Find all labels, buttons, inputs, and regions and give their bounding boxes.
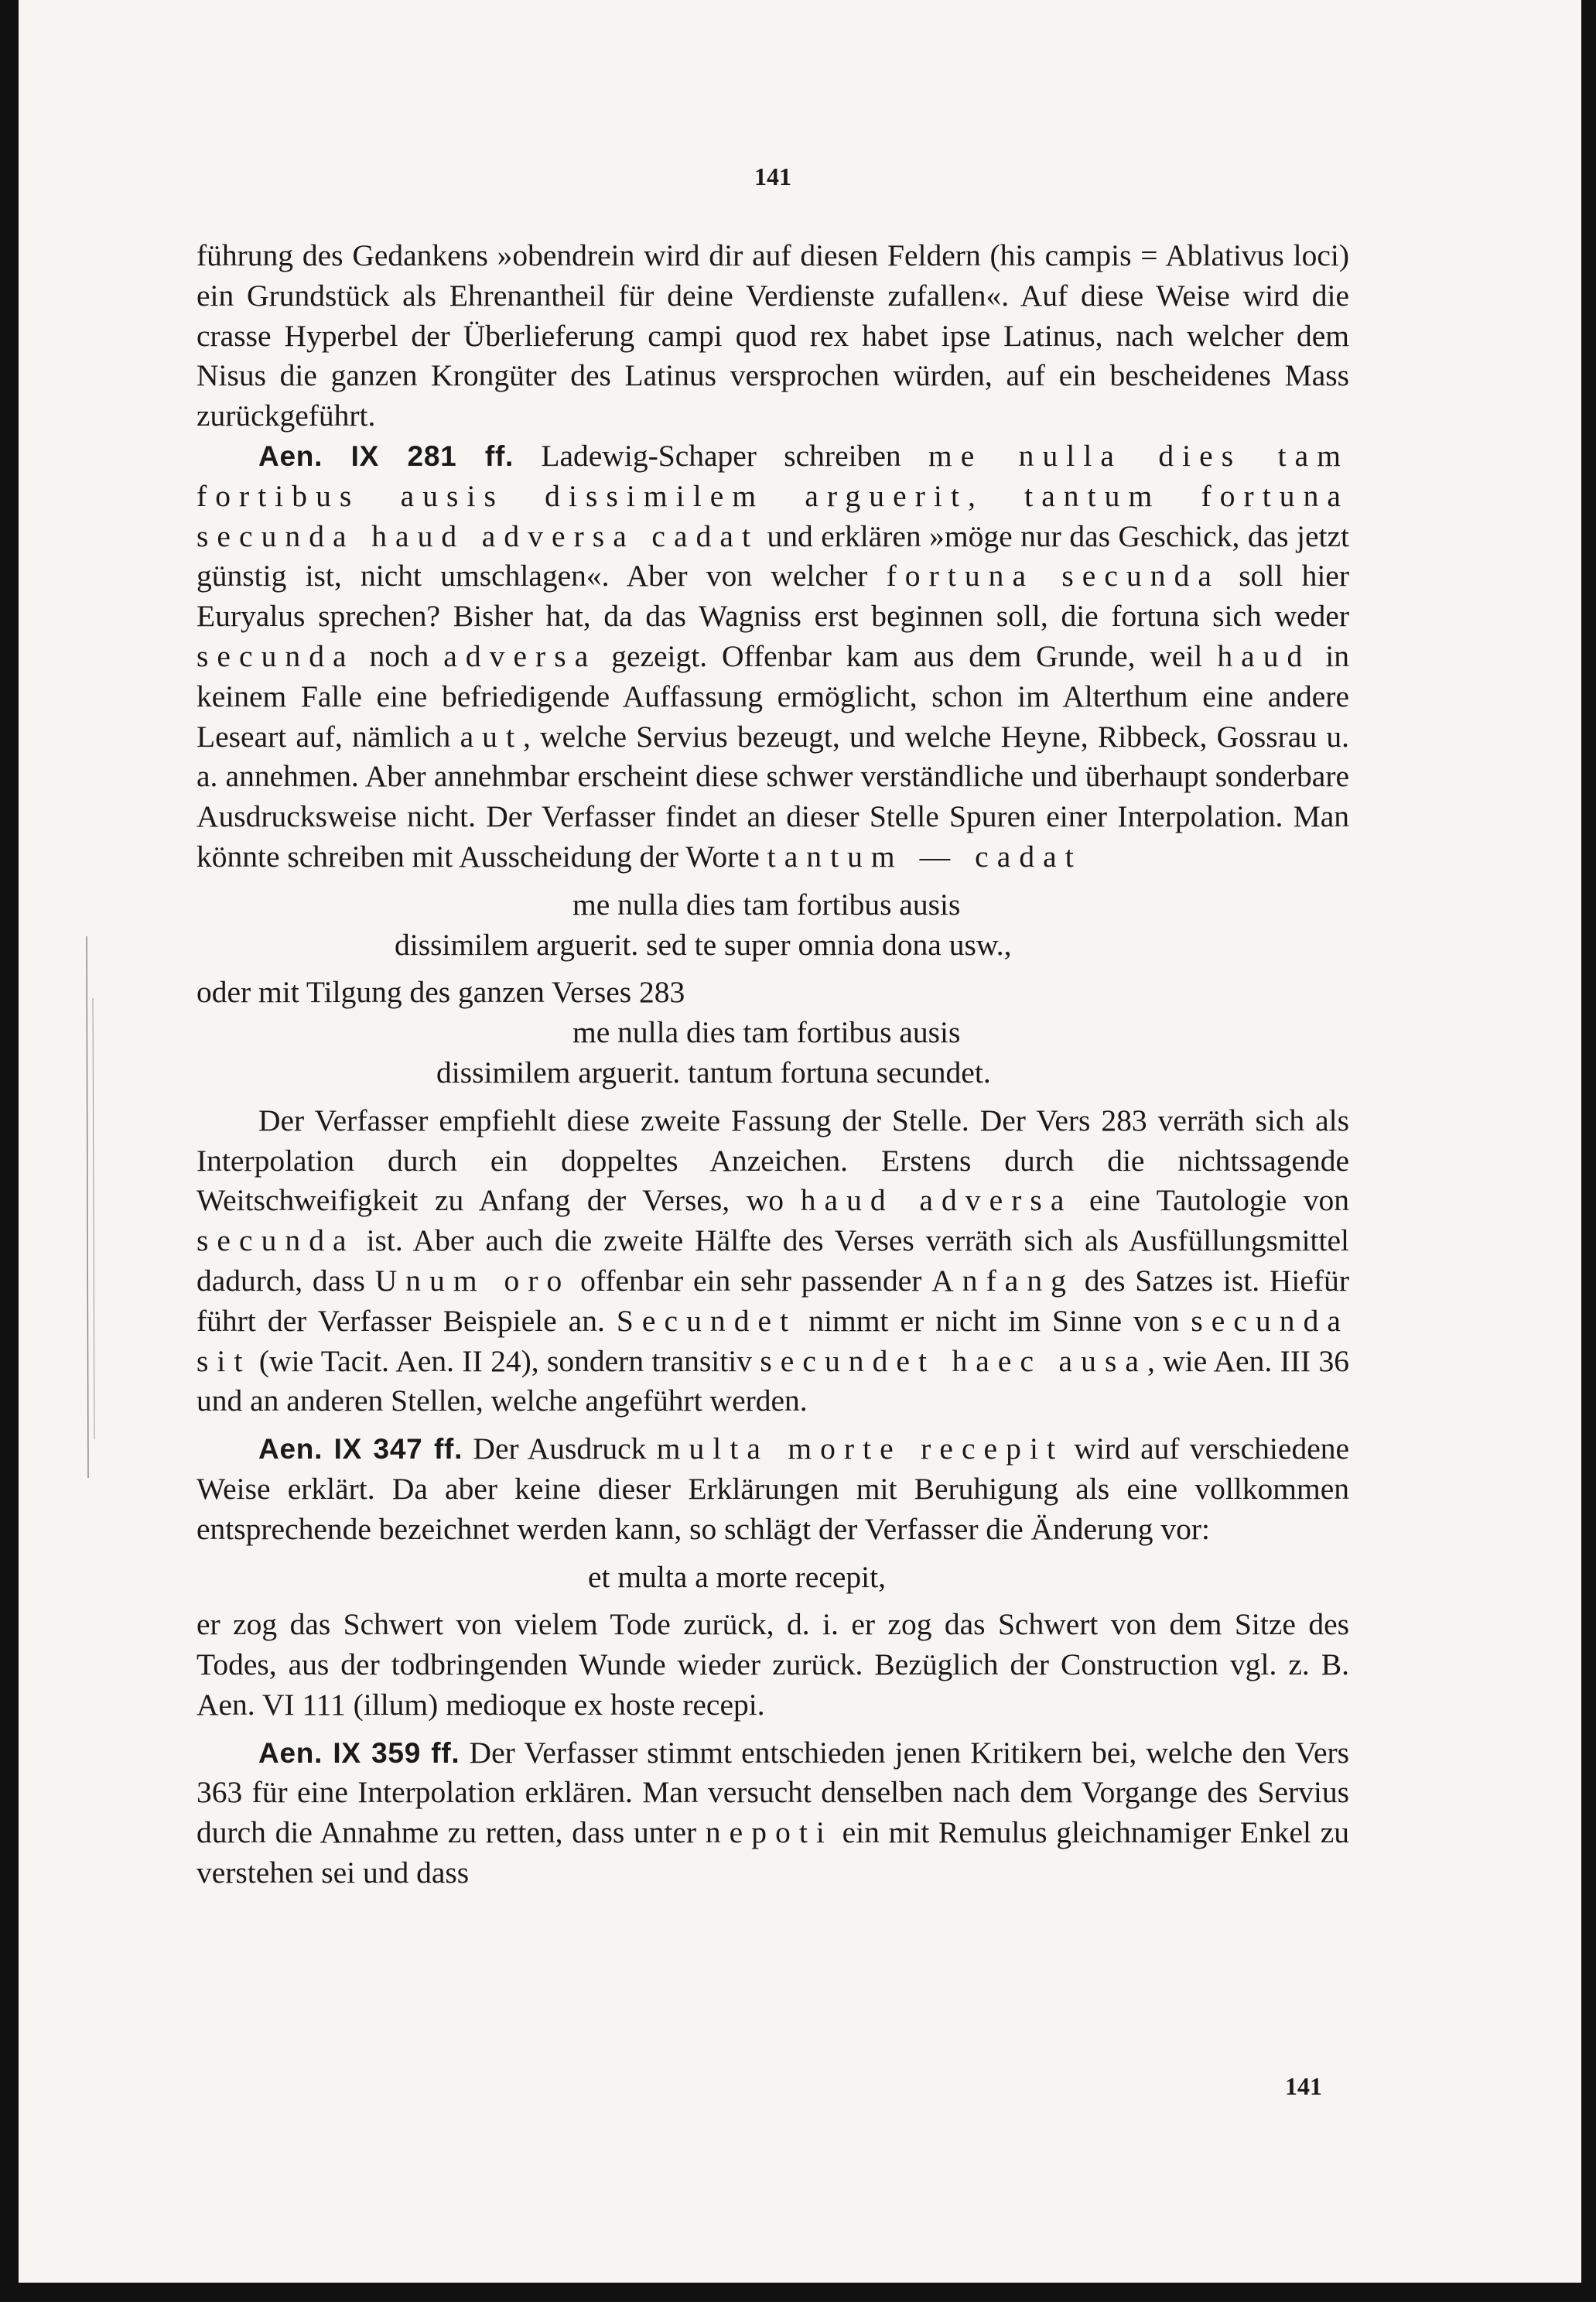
scanned-page [19, 0, 1581, 2283]
spaced-quote: me nulla dies tam fortibus ausis dissimilem arguerit, tantum fortuna secunda haud adversa cadat [197, 438, 1349, 553]
text-span: ein mit Remulus gleichnamiger Enkel zu verstehen sei und dass [197, 1815, 1349, 1890]
paragraph-schwert: er zog das Schwert von vielem Tode zurück, d. i. er zog das Schwert von dem Sitze des Todes, aus der todbringenden Wunde wieder zurück. Bezüglich der Construction vgl. z. B. Aen. VI 111 (illum) medioque ex hoste recepi. [197, 1607, 1349, 1722]
paragraph-aen-ix-359 [197, 1733, 1349, 1893]
text-span: offenbar ein sehr passender [570, 1263, 932, 1298]
spaced-quote: tantum — cadat [767, 839, 1082, 874]
verse-quote: me nulla dies tam fortibus ausis [572, 887, 961, 922]
verse-quote: dissimilem arguerit. sed te super omnia dona usw., [395, 927, 1012, 962]
text-span: noch [354, 638, 444, 673]
paragraph-1: führung des Gedankens »obendrein wird dir auf diesen Feldern (his campis = Ablativus loci) ein Grundstück als Ehrenantheil für deine Verdienste zufallen«. Auf diese Weise wird die crasse Hyperbel der Überlieferung campi quod rex habet ipse Latinus, nach welcher dem Nisus die ganzen Krongüter des Latinus versprochen würden, auf ein bescheidenes Mass zurückgeführt. [197, 238, 1349, 433]
text-span: , welche Servius bezeugt, und welche Heyne, Ribbeck, Gossrau u. a. annehmen. Aber annehmbar erscheint diese schwer verständliche und überhaupt sonderbare Ausdrucksweise nicht. Der Verfasser findet an dieser Stelle Spuren einer Interpolation. Man könnte schreiben mit Ausscheidung der Worte [197, 719, 1349, 874]
reference-heading: Aen. IX 281 ff. [258, 440, 514, 472]
spaced-quote: secunda [197, 1223, 355, 1258]
body-text [197, 236, 1349, 1893]
spaced-quote: secunda [197, 638, 355, 673]
text-span: wird auf verschiedene Weise erklärt. Da aber keine dieser Erklärungen mit Beruhigung als eine vollkommen entsprechende bezeichnet werden kann, so schlägt der Verfasser die Änderung vor: [197, 1431, 1350, 1546]
verse-quote: dissimilem arguerit. tantum fortuna secundet. [436, 1055, 991, 1089]
text-span: soll hier Euryalus sprechen? Bisher hat, da das Wagniss erst beginnen soll, die fortuna sich weder [197, 559, 1349, 634]
spaced-quote: haud adversa [800, 1183, 1073, 1218]
text-span: gezeigt. Offenbar kam aus dem Grunde, weil [596, 638, 1218, 673]
reference-heading: Aen. IX 347 ff. [258, 1433, 463, 1466]
spaced-quote: Secundet [616, 1303, 798, 1338]
text-span: und erklären »möge nur das Geschick, das jetzt günstig ist, nicht umschlagen«. Aber von welcher [197, 518, 1349, 593]
spaced-quote: haud [1217, 638, 1311, 673]
spaced-quote: adversa [443, 638, 597, 673]
text-span: ist. Aber auch die zweite Hälfte des Verses verräth sich als Ausfüllungsmittel dadurch, dass [197, 1223, 1349, 1298]
text-span: , wie Aen. III 36 und an anderen Stellen, welche angeführt werden. [197, 1343, 1349, 1418]
text-span: nimmt er nicht im Sinne von [797, 1303, 1191, 1338]
text-span: Der Verfasser empfiehlt diese zweite Fassung der Stelle. Der Vers 283 verräth sich als Interpolation durch ein doppeltes Anzeichen. Erstens durch die nichtssagende Weitschweifigkeit zu Anfang der Verses, wo [197, 1103, 1349, 1218]
spaced-quote: fortuna secunda [886, 559, 1221, 593]
verse-quote: et multa a morte recepit, [588, 1559, 886, 1594]
paragraph-tilgung: oder mit Tilgung des ganzen Verses 283 [197, 975, 685, 1010]
text-span: des Satzes ist. Hiefür führt der Verfasser Beispiele an. [197, 1263, 1349, 1338]
page-number-top: 141 [754, 162, 791, 190]
reference-heading: Aen. IX 359 ff. [258, 1736, 460, 1769]
spaced-quote: Unum oro [374, 1263, 571, 1298]
spaced-quote: multa morte recepit [656, 1431, 1065, 1466]
paragraph-aen-ix-281 [197, 436, 1349, 877]
text-span: eine Tautologie von [1072, 1183, 1349, 1218]
text-span: Der Verfasser stimmt entschieden jenen Kritikern bei, welche den Vers 363 für eine Interpolation erklären. Man versucht denselben nach dem Vorgange des Servius durch die Annahme zu retten, dass unter [197, 1735, 1349, 1850]
spaced-quote: secundet haec ausa [760, 1343, 1147, 1378]
text-span: (wie Tacit. Aen. II 24), sondern transitiv [251, 1343, 760, 1378]
spaced-quote: aut [460, 719, 524, 754]
text-span: Der Ausdruck [463, 1431, 657, 1466]
text-span: in keinem Falle eine befriedigende Auffassung ermöglicht, schon im Alterthum eine andere Leseart auf, nämlich [197, 638, 1349, 754]
spaced-quote: Anfang [931, 1263, 1075, 1298]
text-span: Ladewig-Schaper schreiben [514, 438, 928, 473]
verse-quote: me nulla dies tam fortibus ausis [572, 1015, 961, 1050]
page-number-bottom: 141 [1285, 2072, 1322, 2100]
margin-scratch-mark [80, 936, 111, 1478]
paragraph-aen-ix-347 [197, 1429, 1349, 1549]
spaced-quote: secunda sit [197, 1303, 1349, 1378]
paragraph-verfasser [197, 1101, 1349, 1421]
spaced-quote: nepoti [705, 1815, 833, 1850]
